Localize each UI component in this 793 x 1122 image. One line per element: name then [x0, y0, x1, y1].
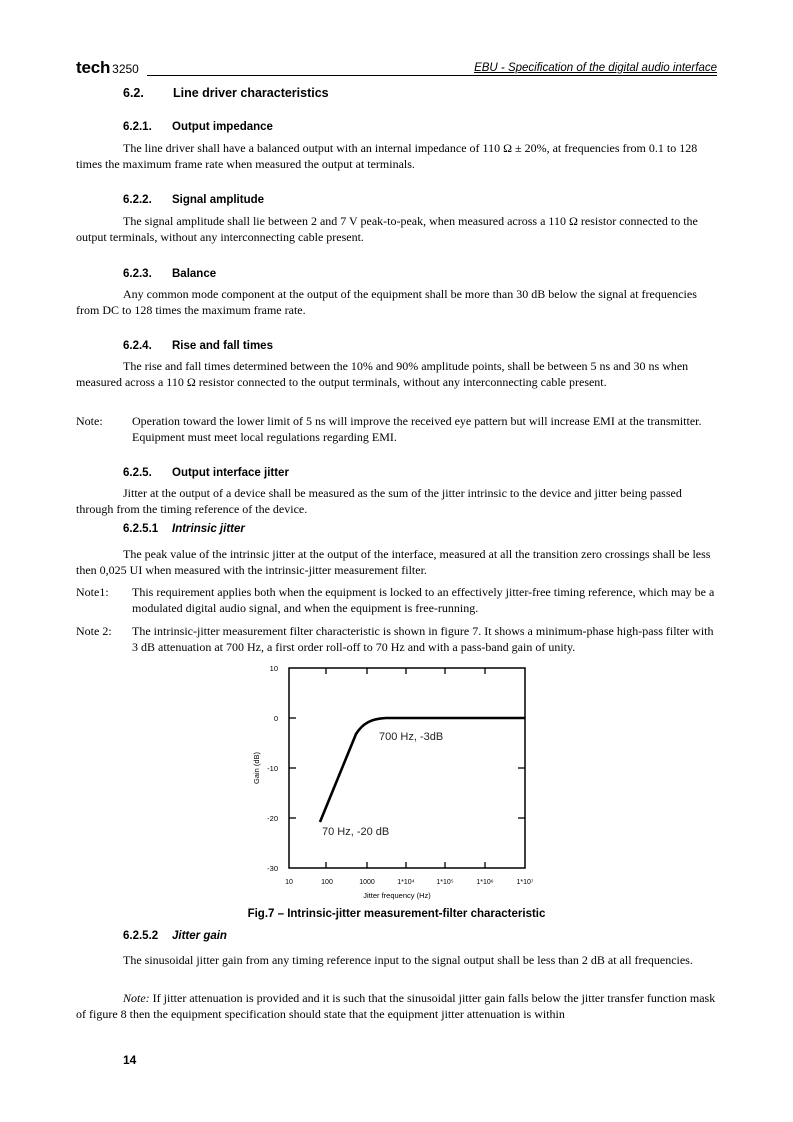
subsection-number: 6.2.5.1	[123, 523, 159, 535]
figure-caption: Fig.7 – Intrinsic-jitter measurement-filter characteristic	[247, 908, 546, 920]
document-header-left	[76, 58, 139, 78]
section-heading	[123, 86, 329, 100]
svg-text:-20: -20	[267, 814, 278, 823]
svg-text:1*10⁶: 1*10⁶	[476, 879, 494, 886]
paragraph-signal-amplitude: The signal amplitude shall lie between 2 and 7 V peak-to-peak, when measured across a 110 Ω resistor connected to the output terminals, without any interconnecting cable present.	[76, 214, 698, 244]
annotation-70hz: 70 Hz, -20 dB	[322, 826, 390, 838]
note-text: Operation toward the lower limit of 5 ns will improve the received eye pattern but will increase EMI at the transmitter. Equipment must meet local regulations regarding EMI.	[132, 414, 702, 444]
y-ticks-right	[518, 718, 525, 818]
note-label: Note1:	[76, 585, 109, 599]
subsection-title: Intrinsic jitter	[172, 523, 245, 535]
y-tick-labels	[267, 664, 278, 873]
svg-text:1*10⁴: 1*10⁴	[397, 879, 415, 886]
subsection-heading-6-2-5	[123, 467, 289, 479]
note-text: If jitter attenuation is provided and it is such that the sinusoidal jitter gain falls below the jitter transfer function mask of figure 8 then the equipment specification should state that the equipment jitter attenuation is within	[76, 991, 716, 1021]
subsection-number: 6.2.3.	[123, 268, 152, 280]
subsection-heading-6-2-5-2	[123, 930, 227, 942]
subsection-heading-6-2-5-1	[123, 523, 245, 535]
filter-characteristic-chart	[245, 655, 545, 905]
brand-tech: tech	[76, 58, 111, 77]
document-title: EBU - Specification of the digital audio interface	[474, 62, 717, 74]
note-label: Note:	[123, 991, 150, 1005]
y-axis-title: Gain (dB)	[252, 751, 261, 785]
paragraph-output-impedance: The line driver shall have a balanced output with an internal impedance of 110 Ω ± 20%, at frequencies from 0.1 to 128 times the maximum frame rate when measured the output at terminals.	[76, 141, 698, 171]
svg-text:-30: -30	[267, 864, 278, 873]
svg-text:1000: 1000	[359, 879, 375, 886]
subsection-heading-6-2-2	[123, 194, 264, 206]
paragraph-intrinsic-jitter: The peak value of the intrinsic jitter at the output of the interface, measured at all the transition zero crossings shall be less then 0,025 UI when measured with the intrinsic-jitter measurement filter.	[76, 547, 711, 577]
note1-intrinsic-jitter	[76, 584, 716, 616]
x-tick-labels	[285, 879, 534, 886]
note-rise-fall	[76, 413, 716, 445]
doc-number: 3250	[112, 62, 139, 76]
paragraph-output-jitter: Jitter at the output of a device shall be measured as the sum of the jitter intrinsic to the device and jitter being passed through from the timing reference of the device.	[76, 486, 682, 516]
subsection-number: 6.2.5.2	[123, 930, 159, 942]
y-ticks-left	[289, 718, 296, 818]
paragraph-rise-fall: The rise and fall times determined between the 10% and 90% amplitude points, shall be between 5 ns and 30 ns when measured across a 110 Ω resistor connected to the output terminals, without any interconnecting cable present.	[76, 359, 689, 389]
header-rule	[147, 75, 717, 76]
plot-frame	[289, 668, 525, 868]
svg-text:1*10⁵: 1*10⁵	[436, 879, 454, 886]
svg-text:0: 0	[273, 714, 278, 723]
subsection-number: 6.2.2.	[123, 194, 152, 206]
x-axis-title: Jitter frequency (Hz)	[363, 891, 431, 900]
subsection-title: Balance	[172, 268, 217, 280]
paragraph-jitter-gain-note	[76, 990, 716, 1022]
paragraph-jitter-gain: The sinusoidal jitter gain from any timing reference input to the signal output shall be less than 2 dB at all frequencies.	[123, 953, 693, 967]
section-title: Line driver characteristics	[173, 86, 329, 100]
svg-text:1*10⁷: 1*10⁷	[516, 879, 534, 886]
subsection-title: Jitter gain	[172, 930, 227, 942]
svg-text:100: 100	[321, 879, 333, 886]
subsection-number: 6.2.1.	[123, 121, 152, 133]
section-number: 6.2.	[123, 86, 144, 100]
x-ticks-bottom	[326, 862, 485, 868]
subsection-title: Rise and fall times	[172, 340, 273, 352]
subsection-title: Output interface jitter	[172, 467, 289, 479]
subsection-number: 6.2.4.	[123, 340, 152, 352]
chart-svg	[245, 655, 545, 905]
x-ticks-top	[326, 668, 485, 674]
paragraph-balance: Any common mode component at the output of the equipment shall be more than 30 dB below the signal at frequencies from DC to 128 times the maximum frame rate.	[76, 287, 697, 317]
subsection-heading-6-2-3	[123, 268, 216, 280]
subsection-heading-6-2-1	[123, 121, 273, 133]
note-label: Note 2:	[76, 624, 112, 638]
subsection-number: 6.2.5.	[123, 467, 152, 479]
subsection-heading-6-2-4	[123, 340, 273, 352]
annotation-700hz: 700 Hz, -3dB	[379, 731, 444, 743]
note-label: Note:	[76, 414, 103, 428]
svg-text:10: 10	[285, 879, 293, 886]
svg-text:-10: -10	[267, 764, 278, 773]
note2-intrinsic-jitter	[76, 623, 716, 655]
subsection-title: Output impedance	[172, 121, 273, 133]
svg-text:10: 10	[269, 664, 278, 673]
subsection-title: Signal amplitude	[172, 194, 265, 206]
note-text: The intrinsic-jitter measurement filter characteristic is shown in figure 7. It shows a minimum-phase high-pass filter with 3 dB attenuation at 700 Hz, a first order roll-off to 70 Hz and with a pass-band gain of unity.	[132, 624, 714, 654]
page-number: 14	[123, 1053, 137, 1067]
note-text: This requirement applies both when the equipment is locked to an effectively jitter-free timing reference, which may be a modulated digital audio signal, and when the equipment is free-running.	[132, 585, 715, 615]
